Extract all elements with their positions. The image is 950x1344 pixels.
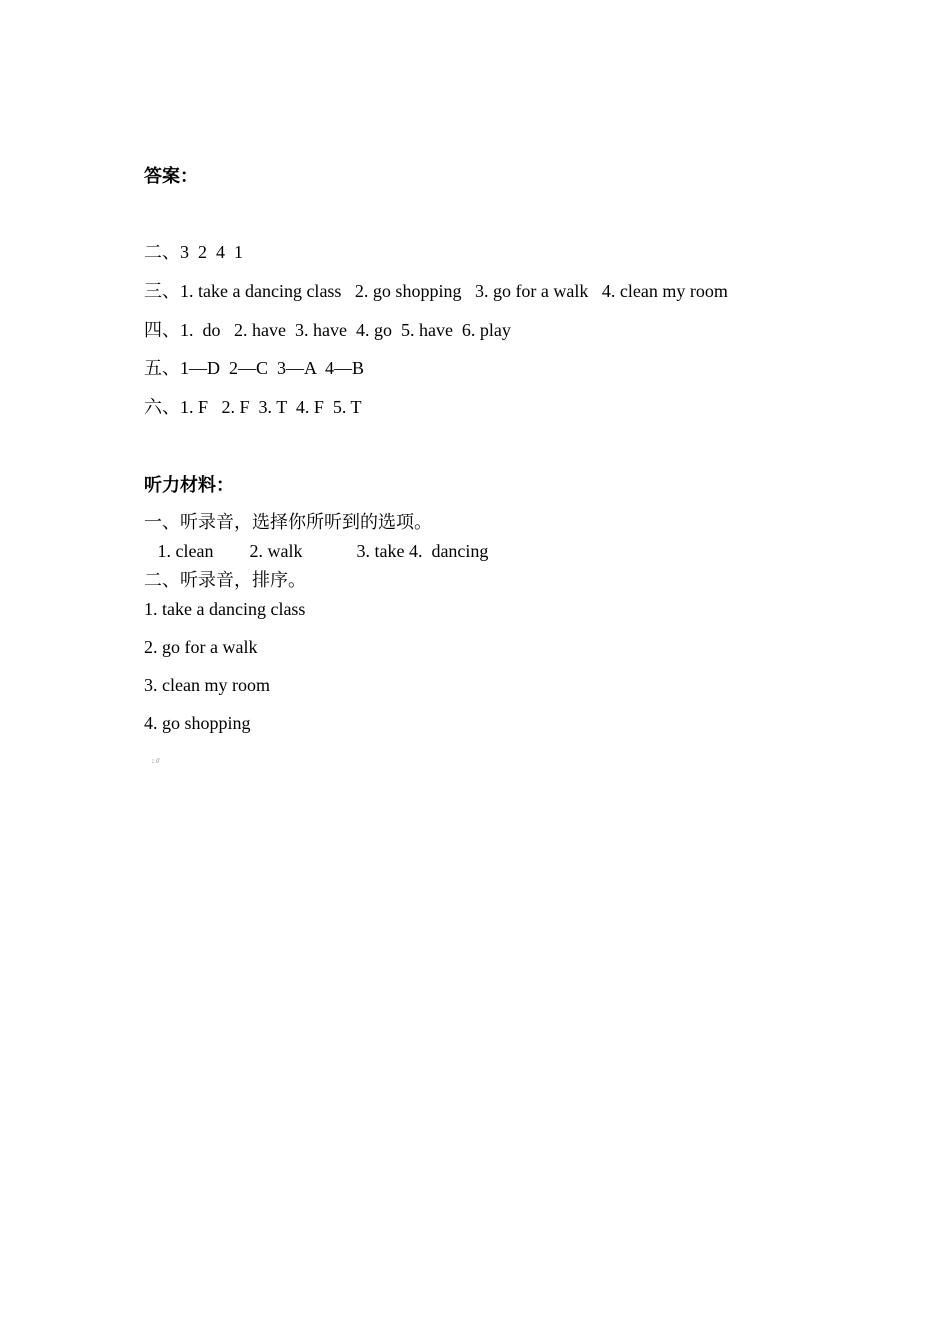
answer-line-4: 四、1. do 2. have 3. have 4. go 5. have 6. play bbox=[144, 320, 511, 340]
footer-mark: : // bbox=[152, 757, 160, 765]
listening-item-4: 4. go shopping bbox=[144, 713, 251, 733]
answer-line-2: 二、3 2 4 1 bbox=[144, 242, 243, 262]
listening-item-3: 3. clean my room bbox=[144, 675, 270, 695]
listening-part2-title: 二、听录音，排序。 bbox=[144, 570, 306, 590]
answers-heading: 答案： bbox=[144, 166, 198, 186]
answer-line-6: 六、1. F 2. F 3. T 4. F 5. T bbox=[144, 397, 362, 417]
answer-line-5: 五、1—D 2—C 3—A 4—B bbox=[144, 358, 365, 378]
answer-line-3: 三、1. take a dancing class 2. go shopping 3. go for a walk 4. clean my room bbox=[144, 281, 728, 301]
listening-heading: 听力材料： bbox=[144, 475, 234, 495]
listening-part1-title: 一、听录音，选择你所听到的选项。 bbox=[144, 512, 432, 532]
listening-part1-options: 1. clean 2. walk 3. take 4. dancing bbox=[144, 541, 489, 561]
listening-item-1: 1. take a dancing class bbox=[144, 599, 306, 619]
listening-item-2: 2. go for a walk bbox=[144, 637, 258, 657]
